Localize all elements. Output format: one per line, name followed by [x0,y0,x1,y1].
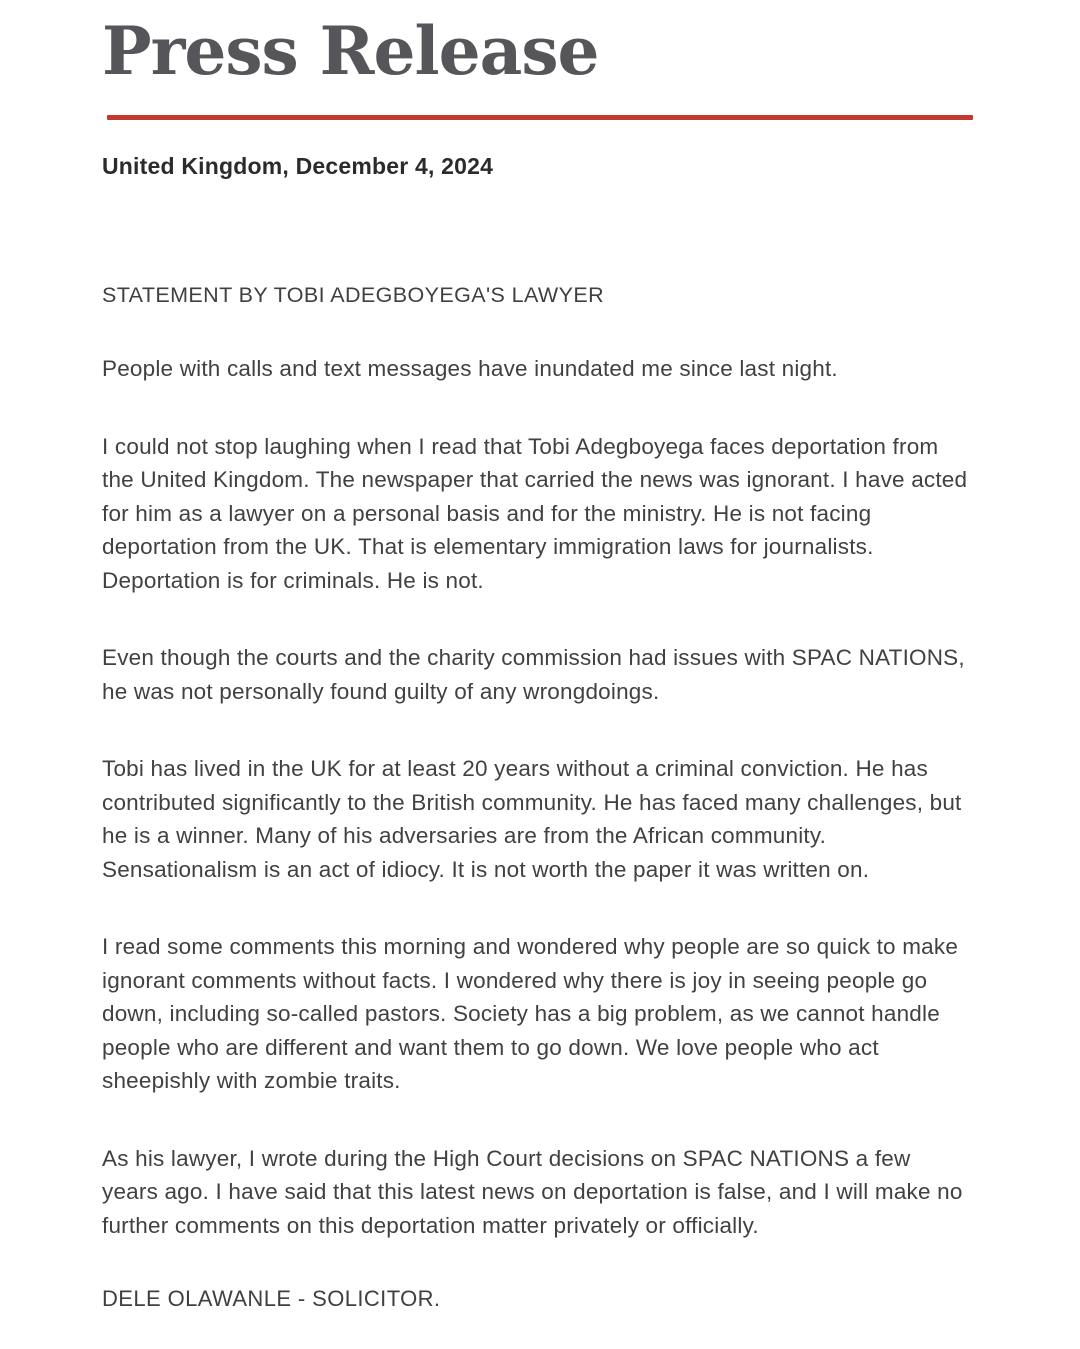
red-divider-line [107,115,973,120]
paragraph-1: People with calls and text messages have inundated me since last night. [102,356,838,382]
page-title: Press Release [102,12,599,90]
paragraph-6: As his lawyer, I wrote during the High Court decisions on SPAC NATIONS a few years ago. I have said that this latest news on deportation is false, and I will make no further comments on this deportation matter privately or officially. [102,1145,963,1238]
paragraph-4: Tobi has lived in the UK for at least 20 years without a criminal conviction. He has contributed significantly to the British community. He has faced many challenges, but he is a winner. Many of his adversaries are from the African community. Sensationalism is an act of idiocy. It is not worth the paper it was written on. [102,756,962,882]
paragraph-3: Even though the courts and the charity commission had issues with SPAC NATIONS, he was not personally found guilty of any wrongdoings. [102,645,965,704]
signature-line: DELE OLAWANLE - SOLICITOR. [102,1286,441,1312]
dateline: United Kingdom, December 4, 2024 [102,153,494,180]
paragraph-5: I read some comments this morning and wondered why people are so quick to make ignorant comments without facts. I wondered why there is joy in seeing people go down, including so-called pastors. Society has a big problem, as we cannot handle people who are different and want them to go down. We love people who act sheepishly with zombie traits. [102,934,959,1094]
statement-heading: STATEMENT BY TOBI ADEGBOYEGA'S LAWYER [102,283,604,308]
paragraph-2: I could not stop laughing when I read that Tobi Adegboyega faces deportation from the United Kingdom. The newspaper that carried the news was ignorant. I have acted for him as a lawyer on a personal basis and for the ministry. He is not facing deportation from the UK. That is elementary immigration laws for journalists. Deportation is for criminals. He is not. [102,433,968,593]
